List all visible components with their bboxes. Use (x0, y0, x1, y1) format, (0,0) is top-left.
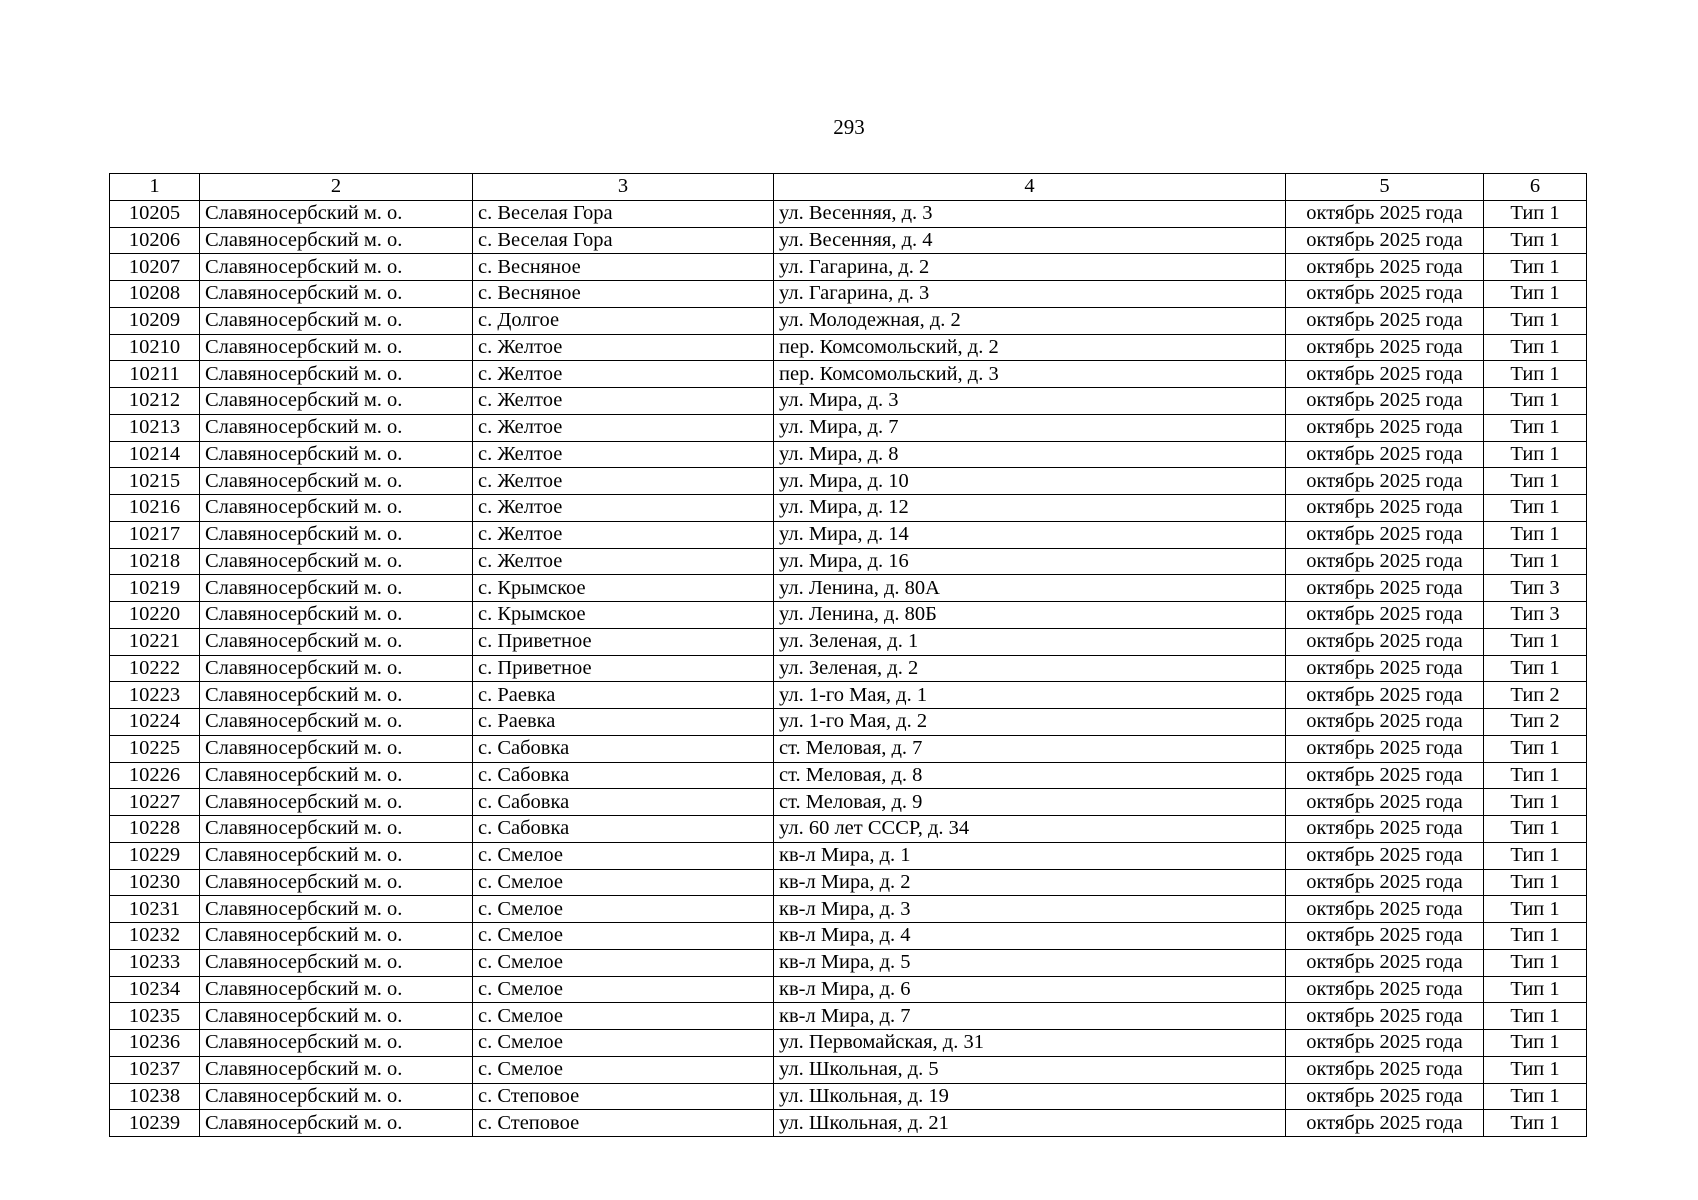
locality-cell: с. Смелое (473, 1030, 774, 1057)
row-number: 10218 (110, 548, 200, 575)
type-cell: Тип 1 (1484, 869, 1587, 896)
address-cell: ул. 1-го Мая, д. 1 (774, 682, 1286, 709)
type-cell: Тип 1 (1484, 200, 1587, 227)
table-row (110, 976, 1587, 1003)
district-cell: Славяносербский м. о. (200, 976, 473, 1003)
locality-cell: с. Крымское (473, 602, 774, 629)
row-number: 10233 (110, 949, 200, 976)
date-cell: октябрь 2025 года (1286, 762, 1484, 789)
address-cell: ул. Зеленая, д. 2 (774, 655, 1286, 682)
row-number: 10215 (110, 468, 200, 495)
date-cell: октябрь 2025 года (1286, 896, 1484, 923)
type-cell: Тип 1 (1484, 361, 1587, 388)
district-cell: Славяносербский м. о. (200, 789, 473, 816)
locality-cell: с. Желтое (473, 334, 774, 361)
district-cell: Славяносербский м. о. (200, 334, 473, 361)
district-cell: Славяносербский м. о. (200, 735, 473, 762)
address-cell: ул. Весенняя, д. 3 (774, 200, 1286, 227)
date-cell: октябрь 2025 года (1286, 468, 1484, 495)
locality-cell: с. Желтое (473, 414, 774, 441)
type-cell: Тип 1 (1484, 441, 1587, 468)
row-number: 10213 (110, 414, 200, 441)
locality-cell: с. Крымское (473, 575, 774, 602)
table-row (110, 816, 1587, 843)
table-row (110, 468, 1587, 495)
address-cell: кв-л Мира, д. 7 (774, 1003, 1286, 1030)
type-cell: Тип 1 (1484, 1083, 1587, 1110)
table-row (110, 1003, 1587, 1030)
date-cell: октябрь 2025 года (1286, 682, 1484, 709)
type-cell: Тип 1 (1484, 388, 1587, 415)
type-cell: Тип 1 (1484, 842, 1587, 869)
table-row (110, 1083, 1587, 1110)
row-number: 10223 (110, 682, 200, 709)
row-number: 10217 (110, 521, 200, 548)
row-number: 10210 (110, 334, 200, 361)
date-cell: октябрь 2025 года (1286, 869, 1484, 896)
table-row (110, 441, 1587, 468)
table-row (110, 628, 1587, 655)
district-cell: Славяносербский м. о. (200, 923, 473, 950)
table-row (110, 334, 1587, 361)
address-cell: ул. 1-го Мая, д. 2 (774, 709, 1286, 736)
address-cell: ул. Гагарина, д. 3 (774, 281, 1286, 308)
date-cell: октябрь 2025 года (1286, 1003, 1484, 1030)
district-cell: Славяносербский м. о. (200, 200, 473, 227)
table-row (110, 200, 1587, 227)
district-cell: Славяносербский м. о. (200, 495, 473, 522)
row-number: 10232 (110, 923, 200, 950)
district-cell: Славяносербский м. о. (200, 1056, 473, 1083)
date-cell: октябрь 2025 года (1286, 281, 1484, 308)
address-cell: ул. Гагарина, д. 2 (774, 254, 1286, 281)
locality-cell: с. Смелое (473, 923, 774, 950)
district-cell: Славяносербский м. о. (200, 869, 473, 896)
row-number: 10234 (110, 976, 200, 1003)
address-cell: ст. Меловая, д. 8 (774, 762, 1286, 789)
address-cell: пер. Комсомольский, д. 2 (774, 334, 1286, 361)
locality-cell: с. Степовое (473, 1110, 774, 1137)
locality-cell: с. Смелое (473, 842, 774, 869)
district-cell: Славяносербский м. о. (200, 1083, 473, 1110)
address-cell: кв-л Мира, д. 6 (774, 976, 1286, 1003)
locality-cell: с. Желтое (473, 548, 774, 575)
date-cell: октябрь 2025 года (1286, 254, 1484, 281)
district-cell: Славяносербский м. о. (200, 628, 473, 655)
type-cell: Тип 2 (1484, 682, 1587, 709)
type-cell: Тип 1 (1484, 521, 1587, 548)
table-body (110, 200, 1587, 1136)
column-number-row (110, 174, 1587, 201)
address-cell: ул. Первомайская, д. 31 (774, 1030, 1286, 1057)
locality-cell: с. Приветное (473, 655, 774, 682)
table-row (110, 307, 1587, 334)
locality-cell: с. Веселая Гора (473, 227, 774, 254)
address-cell: ул. Весенняя, д. 4 (774, 227, 1286, 254)
type-cell: Тип 1 (1484, 495, 1587, 522)
district-cell: Славяносербский м. о. (200, 682, 473, 709)
date-cell: октябрь 2025 года (1286, 1056, 1484, 1083)
district-cell: Славяносербский м. о. (200, 414, 473, 441)
column-header-5: 5 (1286, 174, 1484, 201)
table-row (110, 227, 1587, 254)
district-cell: Славяносербский м. о. (200, 254, 473, 281)
date-cell: октябрь 2025 года (1286, 388, 1484, 415)
date-cell: октябрь 2025 года (1286, 361, 1484, 388)
locality-cell: с. Смелое (473, 869, 774, 896)
locality-cell: с. Смелое (473, 1056, 774, 1083)
date-cell: октябрь 2025 года (1286, 602, 1484, 629)
row-number: 10208 (110, 281, 200, 308)
address-cell: ул. Ленина, д. 80А (774, 575, 1286, 602)
locality-cell: с. Веселая Гора (473, 200, 774, 227)
type-cell: Тип 1 (1484, 949, 1587, 976)
district-cell: Славяносербский м. о. (200, 762, 473, 789)
row-number: 10214 (110, 441, 200, 468)
type-cell: Тип 1 (1484, 1030, 1587, 1057)
row-number: 10225 (110, 735, 200, 762)
type-cell: Тип 1 (1484, 1110, 1587, 1137)
table-row (110, 869, 1587, 896)
district-cell: Славяносербский м. о. (200, 441, 473, 468)
table-row (110, 281, 1587, 308)
address-cell: ул. Мира, д. 7 (774, 414, 1286, 441)
type-cell: Тип 3 (1484, 575, 1587, 602)
address-cell: кв-л Мира, д. 4 (774, 923, 1286, 950)
type-cell: Тип 1 (1484, 334, 1587, 361)
date-cell: октябрь 2025 года (1286, 227, 1484, 254)
row-number: 10239 (110, 1110, 200, 1137)
table-row (110, 709, 1587, 736)
type-cell: Тип 1 (1484, 1003, 1587, 1030)
locality-cell: с. Весняное (473, 281, 774, 308)
address-cell: ст. Меловая, д. 7 (774, 735, 1286, 762)
column-header-3: 3 (473, 174, 774, 201)
type-cell: Тип 1 (1484, 227, 1587, 254)
district-cell: Славяносербский м. о. (200, 548, 473, 575)
date-cell: октябрь 2025 года (1286, 923, 1484, 950)
table-row (110, 949, 1587, 976)
type-cell: Тип 1 (1484, 923, 1587, 950)
address-cell: ул. 60 лет СССР, д. 34 (774, 816, 1286, 843)
row-number: 10226 (110, 762, 200, 789)
column-header-6: 6 (1484, 174, 1587, 201)
locality-cell: с. Желтое (473, 495, 774, 522)
district-cell: Славяносербский м. о. (200, 896, 473, 923)
district-cell: Славяносербский м. о. (200, 1030, 473, 1057)
table-row (110, 842, 1587, 869)
row-number: 10222 (110, 655, 200, 682)
row-number: 10205 (110, 200, 200, 227)
locality-cell: с. Раевка (473, 682, 774, 709)
row-number: 10229 (110, 842, 200, 869)
address-cell: ул. Ленина, д. 80Б (774, 602, 1286, 629)
type-cell: Тип 1 (1484, 254, 1587, 281)
district-cell: Славяносербский м. о. (200, 816, 473, 843)
address-cell: ст. Меловая, д. 9 (774, 789, 1286, 816)
row-number: 10235 (110, 1003, 200, 1030)
table-row (110, 521, 1587, 548)
table-row (110, 254, 1587, 281)
address-cell: ул. Школьная, д. 5 (774, 1056, 1286, 1083)
address-cell: ул. Школьная, д. 21 (774, 1110, 1286, 1137)
column-header-1: 1 (110, 174, 200, 201)
register-table (109, 173, 1587, 1137)
date-cell: октябрь 2025 года (1286, 655, 1484, 682)
table-row (110, 735, 1587, 762)
column-header-2: 2 (200, 174, 473, 201)
row-number: 10236 (110, 1030, 200, 1057)
type-cell: Тип 3 (1484, 602, 1587, 629)
district-cell: Славяносербский м. о. (200, 709, 473, 736)
district-cell: Славяносербский м. о. (200, 281, 473, 308)
date-cell: октябрь 2025 года (1286, 1030, 1484, 1057)
table-row (110, 1110, 1587, 1137)
date-cell: октябрь 2025 года (1286, 575, 1484, 602)
row-number: 10219 (110, 575, 200, 602)
locality-cell: с. Желтое (473, 388, 774, 415)
date-cell: октябрь 2025 года (1286, 307, 1484, 334)
date-cell: октябрь 2025 года (1286, 628, 1484, 655)
date-cell: октябрь 2025 года (1286, 1110, 1484, 1137)
district-cell: Славяносербский м. о. (200, 1003, 473, 1030)
locality-cell: с. Смелое (473, 896, 774, 923)
date-cell: октябрь 2025 года (1286, 334, 1484, 361)
row-number: 10231 (110, 896, 200, 923)
row-number: 10220 (110, 602, 200, 629)
address-cell: кв-л Мира, д. 3 (774, 896, 1286, 923)
row-number: 10228 (110, 816, 200, 843)
locality-cell: с. Сабовка (473, 762, 774, 789)
type-cell: Тип 1 (1484, 414, 1587, 441)
date-cell: октябрь 2025 года (1286, 521, 1484, 548)
locality-cell: с. Сабовка (473, 735, 774, 762)
date-cell: октябрь 2025 года (1286, 735, 1484, 762)
row-number: 10216 (110, 495, 200, 522)
locality-cell: с. Желтое (473, 521, 774, 548)
type-cell: Тип 1 (1484, 548, 1587, 575)
district-cell: Славяносербский м. о. (200, 655, 473, 682)
locality-cell: с. Раевка (473, 709, 774, 736)
date-cell: октябрь 2025 года (1286, 816, 1484, 843)
table-row (110, 414, 1587, 441)
table-row (110, 1056, 1587, 1083)
row-number: 10206 (110, 227, 200, 254)
district-cell: Славяносербский м. о. (200, 949, 473, 976)
table-row (110, 1030, 1587, 1057)
district-cell: Славяносербский м. о. (200, 388, 473, 415)
address-cell: кв-л Мира, д. 5 (774, 949, 1286, 976)
type-cell: Тип 1 (1484, 762, 1587, 789)
type-cell: Тип 1 (1484, 896, 1587, 923)
district-cell: Славяносербский м. о. (200, 468, 473, 495)
table-row (110, 762, 1587, 789)
address-cell: пер. Комсомольский, д. 3 (774, 361, 1286, 388)
table-row (110, 361, 1587, 388)
table-row (110, 655, 1587, 682)
row-number: 10207 (110, 254, 200, 281)
locality-cell: с. Степовое (473, 1083, 774, 1110)
table-row (110, 789, 1587, 816)
type-cell: Тип 1 (1484, 307, 1587, 334)
district-cell: Славяносербский м. о. (200, 842, 473, 869)
type-cell: Тип 1 (1484, 735, 1587, 762)
date-cell: октябрь 2025 года (1286, 709, 1484, 736)
locality-cell: с. Желтое (473, 468, 774, 495)
district-cell: Славяносербский м. о. (200, 227, 473, 254)
type-cell: Тип 1 (1484, 468, 1587, 495)
address-cell: кв-л Мира, д. 1 (774, 842, 1286, 869)
address-cell: кв-л Мира, д. 2 (774, 869, 1286, 896)
locality-cell: с. Желтое (473, 361, 774, 388)
locality-cell: с. Смелое (473, 949, 774, 976)
type-cell: Тип 1 (1484, 1056, 1587, 1083)
type-cell: Тип 1 (1484, 655, 1587, 682)
address-cell: ул. Мира, д. 3 (774, 388, 1286, 415)
date-cell: октябрь 2025 года (1286, 441, 1484, 468)
type-cell: Тип 1 (1484, 976, 1587, 1003)
date-cell: октябрь 2025 года (1286, 976, 1484, 1003)
date-cell: октябрь 2025 года (1286, 414, 1484, 441)
address-cell: ул. Школьная, д. 19 (774, 1083, 1286, 1110)
locality-cell: с. Сабовка (473, 816, 774, 843)
locality-cell: с. Желтое (473, 441, 774, 468)
table-row (110, 575, 1587, 602)
date-cell: октябрь 2025 года (1286, 548, 1484, 575)
table-row (110, 388, 1587, 415)
district-cell: Славяносербский м. о. (200, 1110, 473, 1137)
table-row (110, 548, 1587, 575)
row-number: 10224 (110, 709, 200, 736)
district-cell: Славяносербский м. о. (200, 307, 473, 334)
address-cell: ул. Мира, д. 12 (774, 495, 1286, 522)
date-cell: октябрь 2025 года (1286, 200, 1484, 227)
locality-cell: с. Смелое (473, 976, 774, 1003)
district-cell: Славяносербский м. о. (200, 602, 473, 629)
locality-cell: с. Смелое (473, 1003, 774, 1030)
date-cell: октябрь 2025 года (1286, 789, 1484, 816)
date-cell: октябрь 2025 года (1286, 495, 1484, 522)
address-cell: ул. Зеленая, д. 1 (774, 628, 1286, 655)
locality-cell: с. Приветное (473, 628, 774, 655)
row-number: 10230 (110, 869, 200, 896)
type-cell: Тип 1 (1484, 789, 1587, 816)
district-cell: Славяносербский м. о. (200, 521, 473, 548)
locality-cell: с. Весняное (473, 254, 774, 281)
type-cell: Тип 1 (1484, 816, 1587, 843)
column-header-4: 4 (774, 174, 1286, 201)
table-row (110, 923, 1587, 950)
date-cell: октябрь 2025 года (1286, 842, 1484, 869)
locality-cell: с. Сабовка (473, 789, 774, 816)
row-number: 10227 (110, 789, 200, 816)
address-cell: ул. Мира, д. 16 (774, 548, 1286, 575)
address-cell: ул. Мира, д. 8 (774, 441, 1286, 468)
row-number: 10221 (110, 628, 200, 655)
address-cell: ул. Мира, д. 10 (774, 468, 1286, 495)
page-number: 293 (833, 115, 865, 139)
row-number: 10212 (110, 388, 200, 415)
row-number: 10209 (110, 307, 200, 334)
row-number: 10211 (110, 361, 200, 388)
row-number: 10238 (110, 1083, 200, 1110)
type-cell: Тип 1 (1484, 281, 1587, 308)
district-cell: Славяносербский м. о. (200, 575, 473, 602)
type-cell: Тип 1 (1484, 628, 1587, 655)
type-cell: Тип 2 (1484, 709, 1587, 736)
address-cell: ул. Молодежная, д. 2 (774, 307, 1286, 334)
date-cell: октябрь 2025 года (1286, 949, 1484, 976)
district-cell: Славяносербский м. о. (200, 361, 473, 388)
row-number: 10237 (110, 1056, 200, 1083)
table-row (110, 682, 1587, 709)
locality-cell: с. Долгое (473, 307, 774, 334)
table-row (110, 495, 1587, 522)
table-row (110, 896, 1587, 923)
date-cell: октябрь 2025 года (1286, 1083, 1484, 1110)
address-cell: ул. Мира, д. 14 (774, 521, 1286, 548)
table-row (110, 602, 1587, 629)
